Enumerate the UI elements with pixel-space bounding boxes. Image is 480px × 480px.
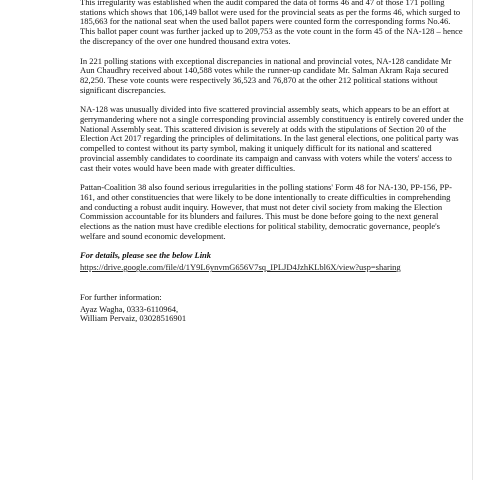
contact-line-william: William Pervaiz, 03028516901 bbox=[80, 313, 187, 324]
paragraph-audit-irregularity: This irregularity was established when the audit compared the data of forms 46 and 47 of those 171 polling stations which shows that 106,149 ballot were used for the provincial seats as per the forms 46, which surged to 185,663 for the national seat when the used ballot papers were counted form the corresponding forms No.46. This ballot paper count was further jacked up to 209,753 as the vote count in the form 45 of the NA-128 – hence the discrepancy of the over one hundred thousand extra votes. bbox=[80, 0, 463, 46]
paragraph-discrepancy-votes: In 221 polling stations with exceptional discrepancies in national and provincial votes, NA-128 candidate Mr Aun Chaudhry received about 140,588 votes while the runner-up candidate Mr. Salman Akram Raja secured 82,250. These vote counts were respectively 36,523 and 76,870 at the other 212 political stations without significant discrepancies. bbox=[80, 55, 452, 95]
contact-block bbox=[80, 293, 464, 324]
paragraph-form-48-irregularities: Pattan-Coalition 38 also found serious irregularities in the polling stations' Form 48 for NA-130, PP-156, PP-161, and other constituencies that were likely to be done intentionally to create difficulties in comprehending and conducting a robust audit inquiry. However, that must not deter civil society from making the Election Commission accountable for its blunders and failures. This must be done before going to the next general elections as the nation must have credible elections for political stability, democratic governance, people's welfare and sound economic development. bbox=[80, 182, 452, 241]
details-label: For details, please see the below Link bbox=[80, 250, 212, 261]
paragraph-gerrymandering: NA-128 was unusually divided into five scattered provincial assembly seats, which appears to be an effort at gerrymandering where not a single corresponding provincial assembly constituency is entirely covered under the National Assembly seat. This scattered division is severely at odds with the stipulations of Section 20 of the Election Act 2017 regarding the principles of delimitations. In the last general elections, one political party was compelled to contest without its party symbol, making it uniquely difficult for its national and scattered provincial assembly candidates to coordinate its campaign and canvass with voters while the voters' access to cast their votes would have been made with greater difficulties. bbox=[80, 104, 464, 173]
contact-line-ayaz: Ayaz Wagha, 0333-6110964, bbox=[80, 303, 179, 314]
page-edge-line bbox=[472, 0, 473, 480]
document-body bbox=[80, 0, 464, 324]
details-link[interactable]: https://drive.google.com/file/d/1Y9L6ynvmG656V7sq_IPLJD4JzhKLbl6X/view?usp=sharing bbox=[80, 263, 401, 273]
contact-heading: For further information: bbox=[80, 291, 162, 302]
